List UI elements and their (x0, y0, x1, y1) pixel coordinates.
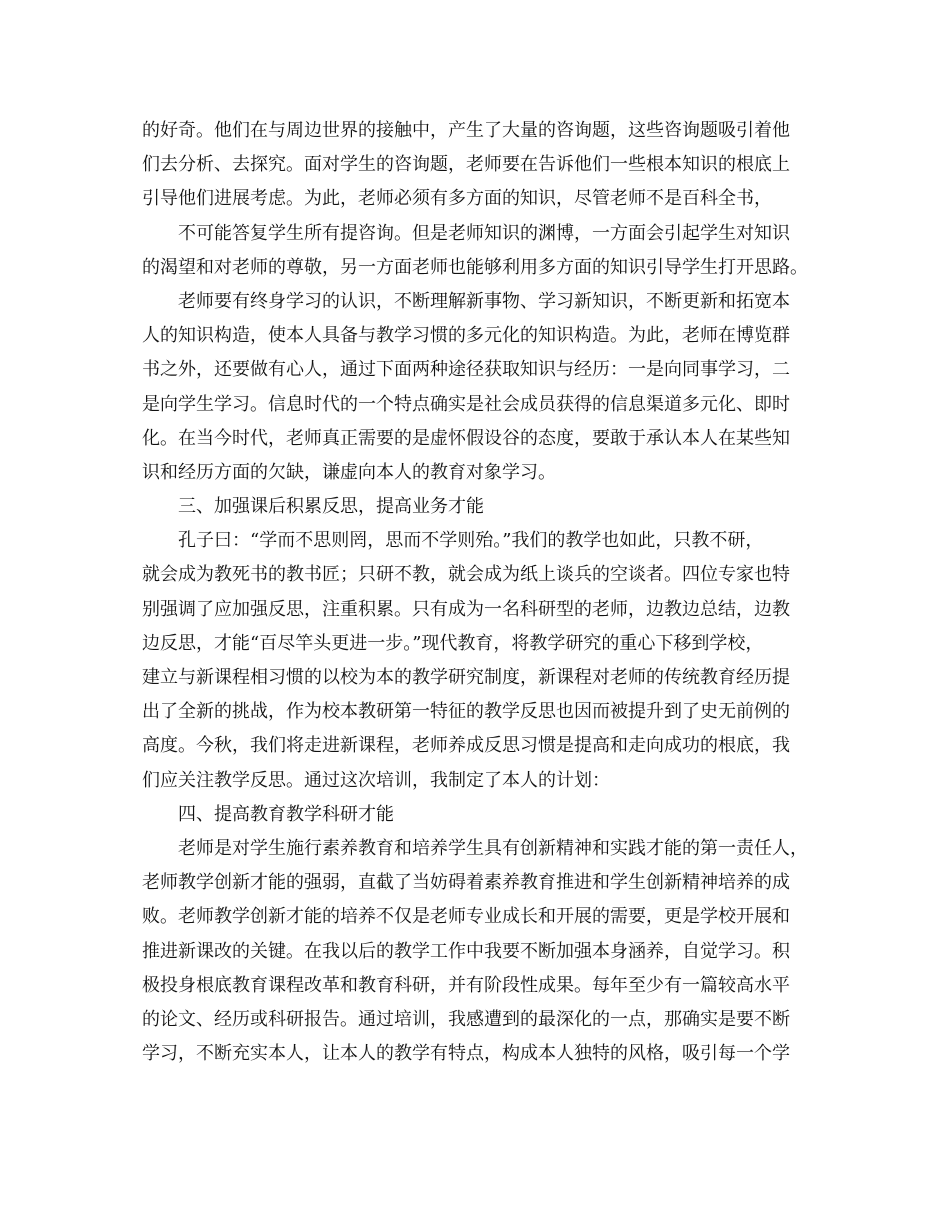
text-line: 书之外，还要做有心人，通过下面两种途径获取知识与经历：一是向同事学习，二 (142, 359, 790, 381)
text-line: 推进新课改的关键。在我以后的教学工作中我要不断加强本身涵养，自觉学习。积 (142, 940, 790, 962)
text-line: 就会成为教死书的教书匠；只研不教，就会成为纸上谈兵的空谈者。四位专家也特 (142, 564, 790, 586)
text-line: 极投身根底教育课程改革和教育科研，并有阶段性成果。每年至少有一篇较高水平 (142, 974, 790, 996)
text-line: 的渴望和对老师的尊敬，另一方面老师也能够利用多方面的知识引导学生打开思路。 (142, 256, 808, 278)
text-line: 边反思，才能“百尽竿头更进一步。”现代教育，将教学研究的重心下移到学校， (142, 632, 764, 654)
text-line: 建立与新课程相习惯的以校为本的教学研究制度，新课程对老师的传统教育经历提 (142, 667, 790, 688)
text-line: 别强调了应加强反思，注重积累。只有成为一名科研型的老师，边教边总结，边教 (142, 598, 790, 620)
text-line: 人的知识构造，使本人具备与教学习惯的多元化的知识构造。为此，老师在博览群 (142, 325, 790, 347)
text-line: 老师要有终身学习的认识，不断理解新事物、学习新知识，不断更新和拓宽本 (178, 290, 790, 312)
text-line: 败。老师教学创新才能的培养不仅是老师专业成长和开展的需要，更是学校开展和 (142, 906, 790, 928)
text-line: 三、加强课后积累反思，提高业务才能 (178, 496, 484, 518)
text-line: 学习，不断充实本人，让本人的教学有特点，构成本人独特的风格，吸引每一个学 (142, 1043, 790, 1065)
text-line: 老师是对学生施行素养教育和培养学生具有创新精神和实践才能的第一责任人， (178, 837, 808, 859)
text-line: 四、提高教育教学科研才能 (178, 803, 394, 825)
text-line: 的论文、经历或科研报告。通过培训，我感遭到的最深化的一点，那确实是要不断 (142, 1008, 790, 1030)
text-line: 识和经历方面的欠缺，谦虚向本人的教育对象学习。 (142, 461, 556, 483)
text-line: 高度。今秋，我们将走进新课程，老师养成反思习惯是提高和走向成功的根底，我 (142, 735, 790, 757)
text-line: 们去分析、去探究。面对学生的咨询题，老师要在告诉他们一些根本知识的根底上 (142, 154, 790, 176)
text-line: 是向学生学习。信息时代的一个特点确实是社会成员获得的信息渠道多元化、即时 (142, 393, 790, 415)
text-line: 不可能答复学生所有提咨询。但是老师知识的渊博，一方面会引起学生对知识 (178, 222, 790, 244)
text-line: 化。在当今时代，老师真正需要的是虚怀假设谷的态度，要敢于承认本人在某些知 (142, 427, 790, 449)
text-line: 老师教学创新才能的强弱，直截了当妨碍着素养教育推进和学生创新精神培养的成 (142, 872, 790, 894)
text-line: 孔子曰：“学而不思则罔，思而不学则殆。”我们的教学也如此，只教不研， (178, 530, 764, 552)
text-line: 的好奇。他们在与周边世界的接触中，产生了大量的咨询题，这些咨询题吸引着他 (142, 120, 790, 141)
text-line: 引导他们进展考虑。为此，老师必须有多方面的知识，尽管老师不是百科全书， (142, 188, 772, 210)
text-line: 们应关注教学反思。通过这次培训，我制定了本人的计划： (142, 769, 610, 791)
document-page (142, 114, 810, 1071)
text-line: 出了全新的挑战，作为校本教研第一特征的教学反思也因而被提升到了史无前例的 (142, 701, 790, 723)
